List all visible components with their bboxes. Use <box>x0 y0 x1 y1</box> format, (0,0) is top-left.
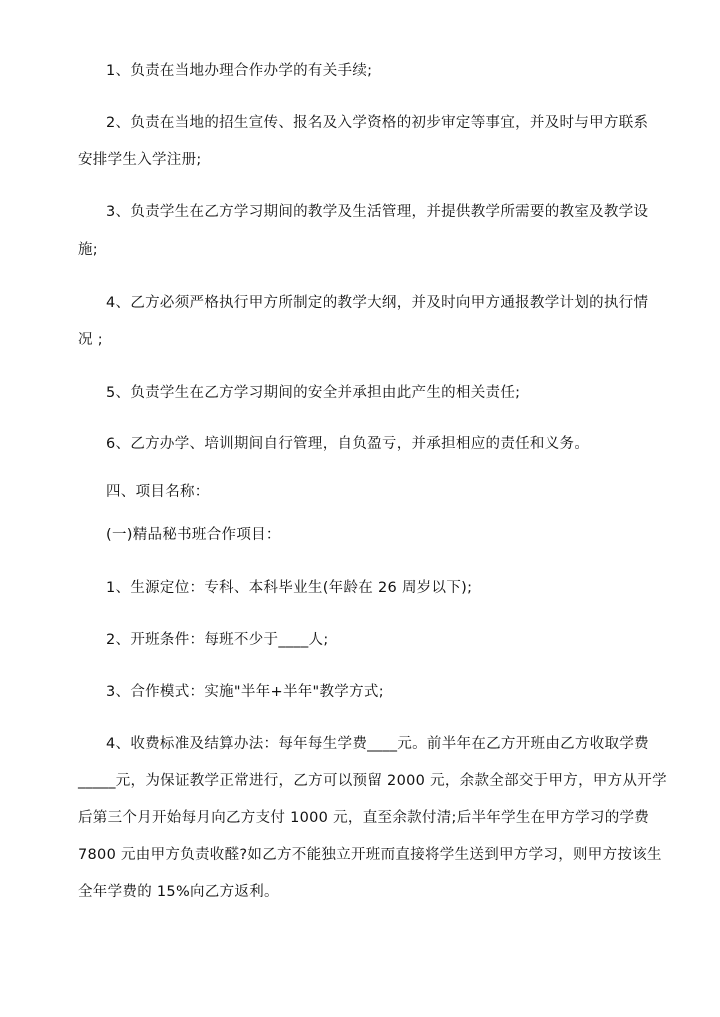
item-2-class-condition: 2、开班条件：每班不少于____人; <box>106 632 329 648</box>
clause-6-line: 6、乙方办学、培训期间自行管理，自负盈亏，并承担相应的责任和义务。 <box>106 436 590 452</box>
clause-1-line: 1、负责在当地办理合作办学的有关手续; <box>106 63 373 79</box>
clause-4-line-2: 况 ; <box>78 332 103 348</box>
section-heading-project-name: 四、项目名称： <box>106 484 210 500</box>
item-1-source: 1、生源定位：专科、本科毕业生(年龄在 26 周岁以下); <box>106 580 473 596</box>
clause-2-line-2: 安排学生入学注册; <box>78 152 202 168</box>
item-3-cooperation-mode: 3、合作模式：实施"半年+半年"教学方式; <box>106 684 384 700</box>
item-4-fees-line-1: 4、收费标准及结算办法：每年每生学费____元。前半年在乙方开班由乙方收取学费 <box>106 736 649 752</box>
subsection-heading-secretary-class: (一)精品秘书班合作项目： <box>106 527 281 543</box>
item-4-fees-line-3: 后第三个月开始每月向乙方支付 1000 元，直至余款付清;后半年学生在甲方学习的学费 <box>78 810 650 826</box>
item-4-fees-line-5: 全年学费的 15%向乙方返利。 <box>78 884 279 900</box>
clause-4-line-1: 4、乙方必须严格执行甲方所制定的教学大纲，并及时向甲方通报教学计划的执行情 <box>106 295 649 311</box>
clause-5-line: 5、负责学生在乙方学习期间的安全并承担由此产生的相关责任; <box>106 385 521 401</box>
clause-3-line-1: 3、负责学生在乙方学习期间的教学及生活管理，并提供教学所需要的教室及教学设 <box>106 204 649 220</box>
clause-2-line-1: 2、负责在当地的招生宣传、报名及入学资格的初步审定等事宜，并及时与甲方联系 <box>106 115 649 131</box>
clause-3-line-2: 施; <box>78 242 98 258</box>
item-4-fees-line-4: 7800 元由甲方负责收醛?如乙方不能独立开班而直接将学生送到甲方学习，则甲方按该生 <box>78 847 662 863</box>
item-4-fees-line-2: _____元，为保证教学正常进行，乙方可以预留 2000 元，余款全部交于甲方，甲方从开学 <box>78 773 667 789</box>
